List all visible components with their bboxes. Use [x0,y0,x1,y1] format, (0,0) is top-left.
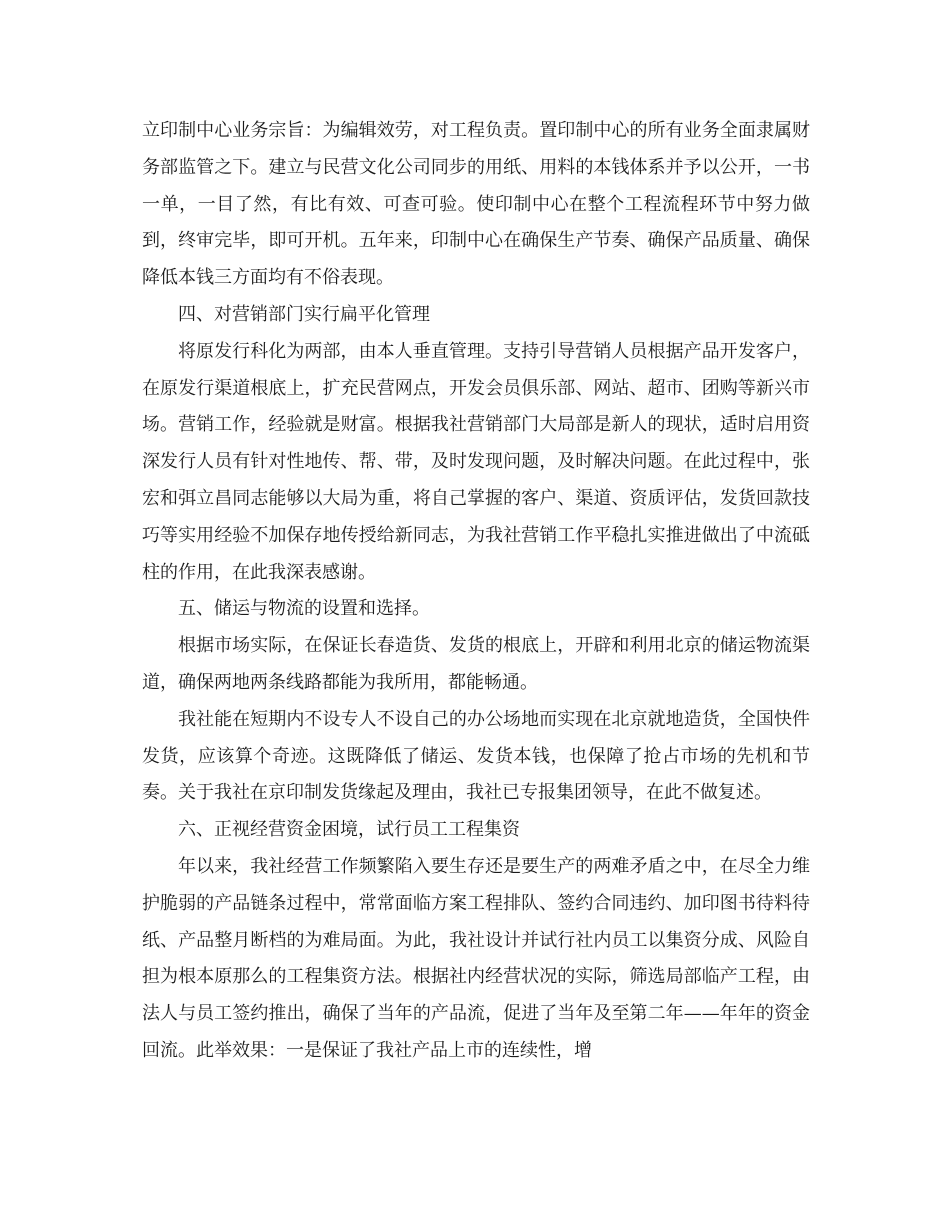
heading-section-six: 六、正视经营资金困境，试行员工工程集资 [178,819,520,841]
paragraph-funding: 年以来，我社经营工作频繁陷入要生存还是要生产的两难矛盾之中，在尽全力维护脆弱的产品链条过程中，常常面临方案工程排队、签约合同违约、加印图书待料待纸、产品整月断档的为难局面。为此，我社设计并试行社内员工以集资分成、风险自担为根本原那么的工程集资方法。根据社内经营状况的实际，筛选局部临产工程，由法人与员工签约推出，确保了当年的产品流，促进了当年及至第二年——年年的资金回流。此举效果：一是保证了我社产品上市的连续性，增 [142,855,810,1061]
document-body [142,113,810,1070]
paragraph-beijing-shipping: 我社能在短期内不设专人不设自己的办公场地而实现在北京就地造货，全国快件发货，应该算个奇迹。这既降低了储运、发货本钱，也保障了抢占市场的先机和节奏。关于我社在京印制发货缘起及理由，我社已专报集团领导，在此不做复述。 [142,708,810,804]
paragraph-logistics: 根据市场实际，在保证长春造货、发货的根底上，开辟和利用北京的储运物流渠道，确保两地两条线路都能为我所用，都能畅通。 [142,635,810,693]
heading-section-five: 五、储运与物流的设置和选择。 [178,598,430,620]
heading-section-four: 四、对营销部门实行扁平化管理 [178,303,430,325]
paragraph-marketing: 将原发行科化为两部，由本人垂直管理。支持引导营销人员根据产品开发客户，在原发行渠道根底上，扩充民营网点，开发会员俱乐部、网站、超市、团购等新兴市场。营销工作，经验就是财富。根据我社营销部门大局部是新人的现状，适时启用资深发行人员有针对性地传、帮、带，及时发现问题，及时解决问题。在此过程中，张宏和弭立昌同志能够以大局为重，将自己掌握的客户、渠道、资质评估，发货回款技巧等实用经验不加保存地传授给新同志，为我社营销工作平稳扎实推进做出了中流砥柱的作用，在此我深表感谢。 [142,340,810,583]
paragraph-printing-center: 立印制中心业务宗旨：为编辑效劳，对工程负责。置印制中心的所有业务全面隶属财务部监管之下。建立与民营文化公司同步的用纸、用料的本钱体系并予以公开，一书一单，一目了然，有比有效、可查可验。使印制中心在整个工程流程环节中努力做到，终审完毕，即可开机。五年来，印制中心在确保生产节奏、确保产品质量、确保降低本钱三方面均有不俗表现。 [142,120,810,289]
